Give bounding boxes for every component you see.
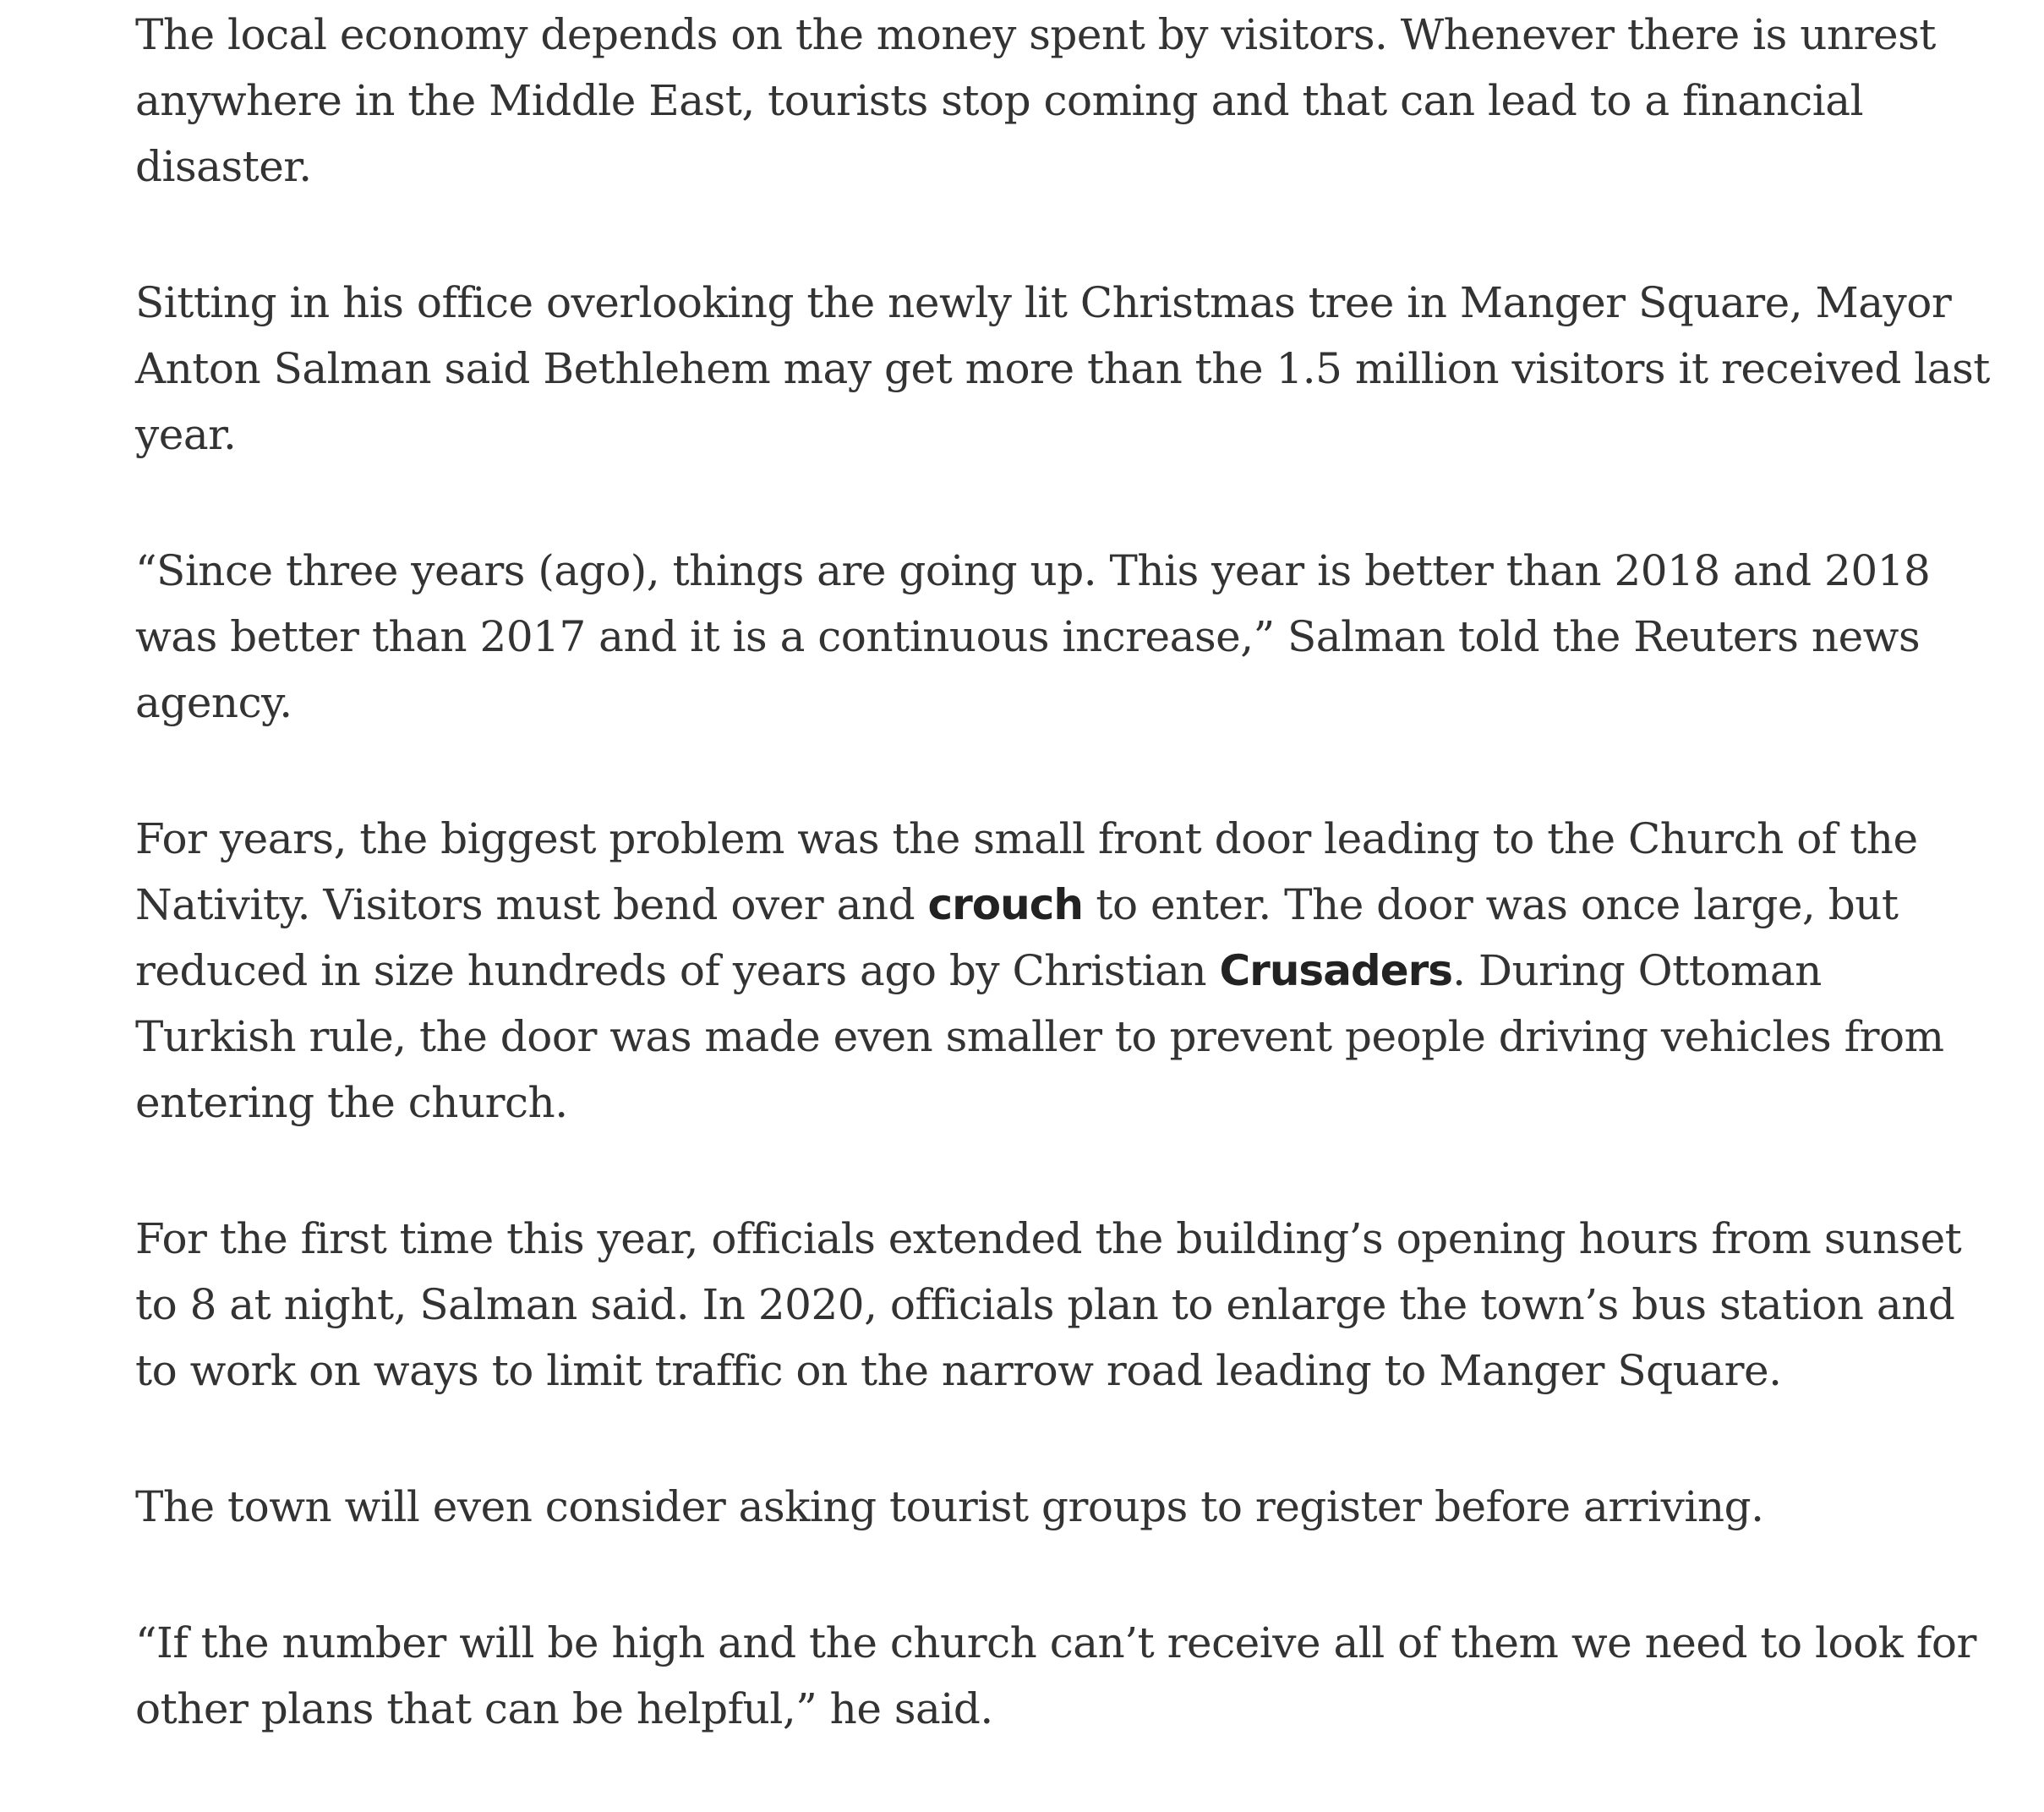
paragraph-text: . During Ottoman Turkish rule, the door was made even smaller to prevent people driving vehicles from entering the church.: [135, 946, 1944, 1127]
paragraph-text: Sitting in his office overlooking the newly lit Christmas tree in Manger Square, Mayor Anton Salman said Bethlehem may get more than the 1.5 million visitors it received last year.: [135, 278, 1990, 459]
paragraph-text: The local economy depends on the money spent by visitors. Whenever there is unrest anywhere in the Middle East, tourists stop coming and that can lead to a financial disaster.: [135, 10, 1936, 191]
paragraph-text: “If the number will be high and the church can’t receive all of them we need to look for other plans that can be helpful,” he said.: [135, 1618, 1976, 1733]
paragraph-text: For years, the biggest problem was the small front door leading to the Church of the Nativity. Visitors must bend over and: [135, 814, 1918, 929]
paragraph: [135, 806, 1995, 1136]
paragraph-text: For the first time this year, officials extended the building’s opening hours from sunset to 8 at night, Salman said. In 2020, officials plan to enlarge the town’s bus station and to work on ways to limit traffic on the narrow road leading to Manger Square.: [135, 1214, 1962, 1395]
vocab-word-crusaders[interactable]: Crusaders: [1219, 946, 1453, 995]
paragraph-text: The town will even consider asking tourist groups to register before arriving.: [135, 1482, 1764, 1531]
paragraph: [135, 270, 1995, 468]
paragraph: [135, 1474, 1995, 1540]
paragraph-text: to enter. The door was once large, but reduced in size hundreds of years ago by Christian: [135, 880, 1899, 995]
vocab-word-crouch[interactable]: crouch: [927, 880, 1083, 929]
paragraph: [135, 1206, 1995, 1404]
paragraph: [135, 1610, 1995, 1742]
article-body: [135, 0, 1995, 1812]
paragraph: [135, 538, 1995, 736]
paragraph-text: “Since three years (ago), things are going up. This year is better than 2018 and 2018 was better than 2017 and it is a continuous increase,” Salman told the Reuters news agency.: [135, 546, 1931, 727]
paragraph: [135, 2, 1995, 200]
